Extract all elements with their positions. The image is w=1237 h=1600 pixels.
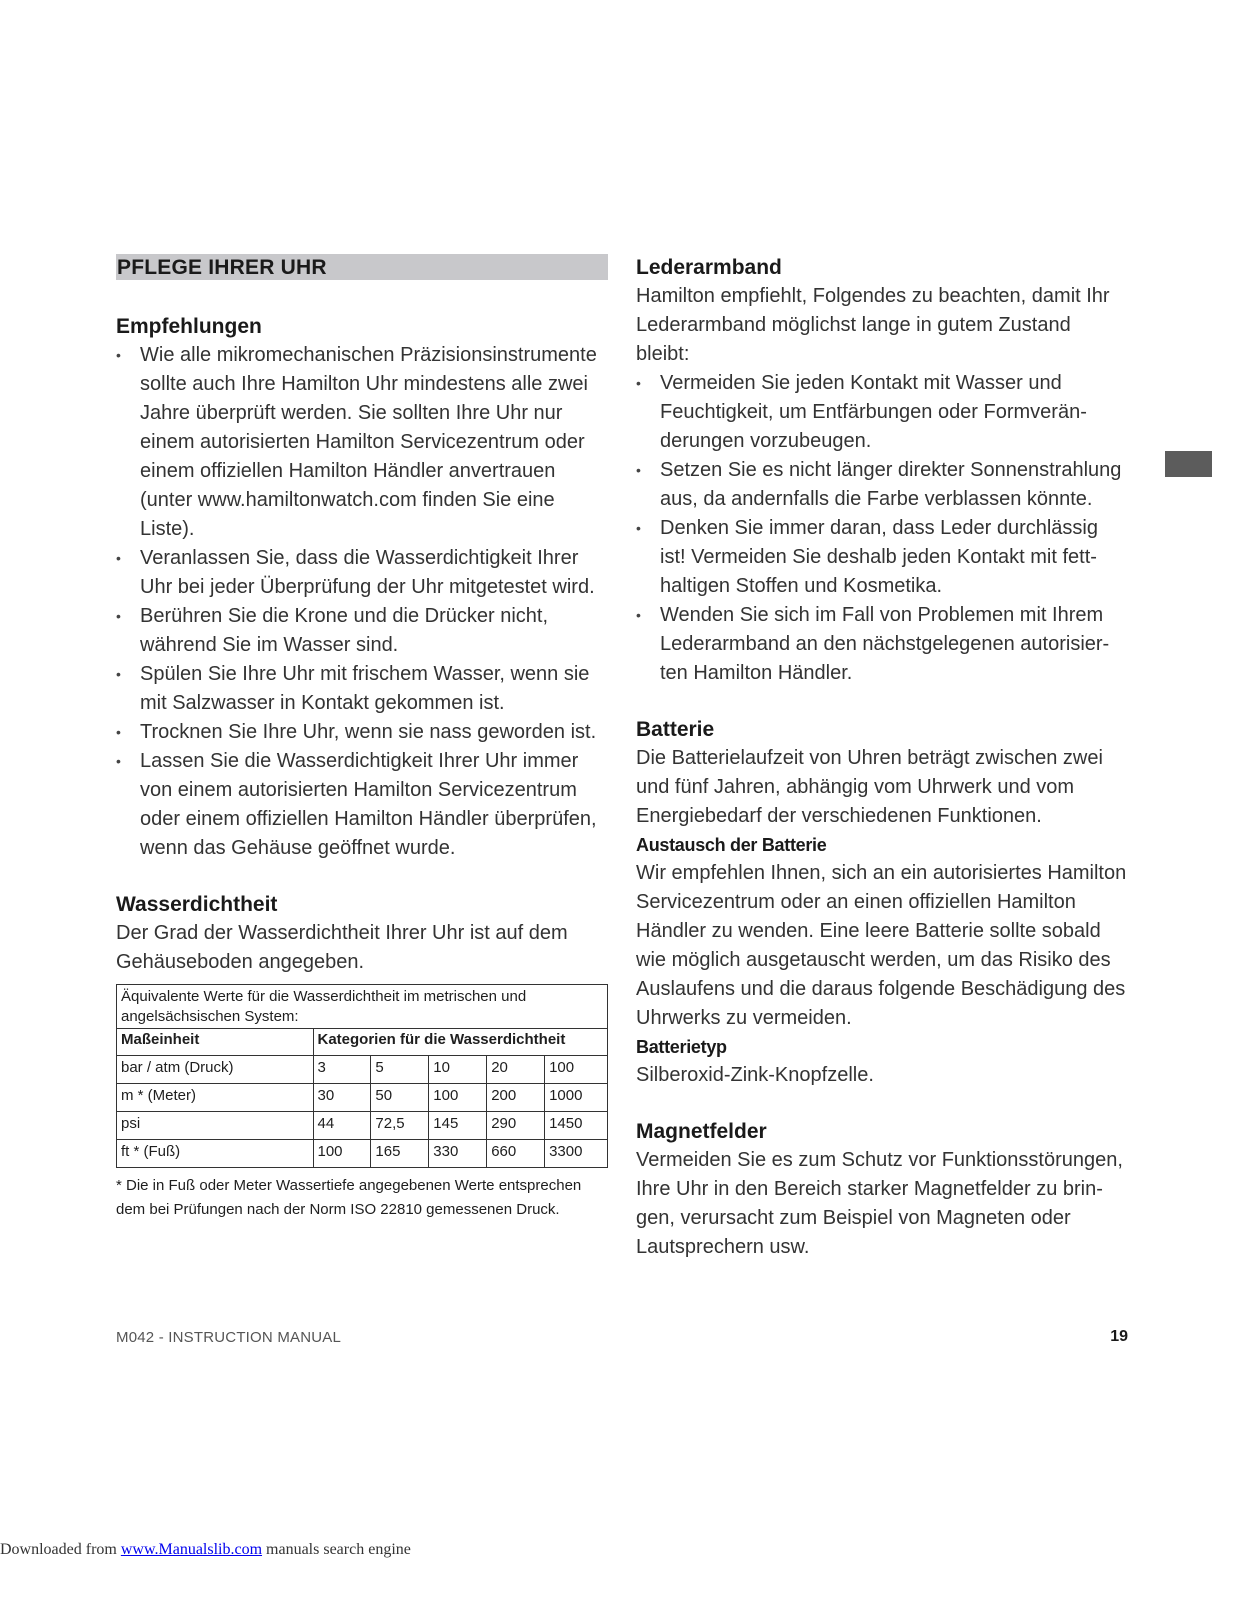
table-cell: 10 <box>429 1056 487 1084</box>
table-cell: 1000 <box>545 1084 608 1112</box>
table-header-categories: Kategorien für die Wasserdichtheit <box>313 1029 608 1056</box>
download-suffix: manuals search engine <box>262 1541 411 1558</box>
battery-heading: Batterie <box>636 718 715 741</box>
chapter-tab-marker <box>1165 451 1212 477</box>
leather-intro: Hamilton empfiehlt, Folgendes zu beachten, damit Ihr Lederarmband möglichst lange in gutem Zustand bleibt: <box>636 285 1110 365</box>
magnet-text: Vermeiden Sie es zum Schutz vor Funktionsstörungen, Ihre Uhr in den Bereich starker Magnetfelder zu bringen, verursacht zum Beispiel von Magneten oder Lautsprechern usw. <box>636 1149 1123 1258</box>
list-item: • Setzen Sie es nicht länger direkter Sonnenstrahlung aus, da andernfalls die Farbe verblassen könnte. <box>636 456 1128 514</box>
table-row <box>117 1140 608 1168</box>
table-cell: 5 <box>371 1056 429 1084</box>
table-row <box>117 1056 608 1084</box>
table-cell-unit: bar / atm (Druck) <box>117 1056 314 1084</box>
table-cell: 100 <box>313 1140 371 1168</box>
table-cell: 72,5 <box>371 1112 429 1140</box>
water-resistance-table <box>116 984 608 1168</box>
list-item: • Vermeiden Sie jeden Kontakt mit Wasser und Feuchtigkeit, um Entfärbungen oder Formveränderungen vorzubeugen. <box>636 369 1128 456</box>
table-cell: 30 <box>313 1084 371 1112</box>
battery-type-text: Silberoxid-Zink-Knopfzelle. <box>636 1064 874 1086</box>
table-cell: 3300 <box>545 1140 608 1168</box>
list-item: • Berühren Sie die Krone und die Drücker nicht, während Sie im Wasser sind. <box>116 602 608 660</box>
page-number: 19 <box>1110 1328 1128 1345</box>
left-column <box>116 254 608 1222</box>
battery-type-heading: Batterietyp <box>636 1037 727 1057</box>
table-row <box>117 1112 608 1140</box>
table-cell: 660 <box>487 1140 545 1168</box>
table-cell: 165 <box>371 1140 429 1168</box>
list-item: • Lassen Sie die Wasserdichtigkeit Ihrer Uhr immer von einem autorisierten Hamilton Servicezentrum oder einem offiziellen Hamilton Händler überprüfen, wenn das Gehäuse geöffnet wurde. <box>116 747 608 863</box>
table-caption: Äquivalente Werte für die Wasserdichtheit im metrischen und angelsächsischen System: <box>117 985 608 1029</box>
table-footnote: * Die in Fuß oder Meter Wassertiefe angegebenen Werte entsprechen dem bei Prüfungen nach der Norm ISO 22810 gemessenen Druck. <box>116 1177 582 1218</box>
table-cell-unit: m * (Meter) <box>117 1084 314 1112</box>
table-cell: 100 <box>545 1056 608 1084</box>
list-item: • Trocknen Sie Ihre Uhr, wenn sie nass geworden ist. <box>116 718 608 747</box>
battery-replace-text: Wir empfehlen Ihnen, sich an ein autorisiertes Hamilton Servicezentrum oder an einen offiziellen Hamilton Händler zu wenden. Eine leere Batterie sollte sobald wie möglich ausgetauscht werden, um das Risiko des Auslaufens und die daraus folgende Beschädigung des Uhrwerks zu vermeiden. <box>636 862 1127 1029</box>
download-notice <box>0 1541 411 1559</box>
water-heading: Wasserdichtheit <box>116 893 278 916</box>
leather-list <box>636 369 1128 688</box>
right-column <box>636 254 1128 1262</box>
table-cell: 290 <box>487 1112 545 1140</box>
footer-manual-title: M042 - INSTRUCTION MANUAL <box>116 1329 342 1346</box>
table-cell-unit: ft * (Fuß) <box>117 1140 314 1168</box>
list-item: • Wie alle mikromechanischen Präzisionsinstrumente sollte auch Ihre Hamilton Uhr mindestens alle zwei Jahre überprüft werden. Sie sollten Ihre Uhr nur einem autorisierten Hamilton Servicezentrum oder einem offiziellen Hamilton Händler anvertrauen (unter www.hamiltonwatch.com finden Sie eine Liste). <box>116 341 608 544</box>
battery-replace-heading: Austausch der Batterie <box>636 835 827 855</box>
recommendations-heading: Empfehlungen <box>116 315 262 338</box>
table-cell: 50 <box>371 1084 429 1112</box>
table-header-unit: Maßeinheit <box>117 1029 314 1056</box>
list-item: • Spülen Sie Ihre Uhr mit frischem Wasser, wenn sie mit Salzwasser in Kontakt gekommen ist. <box>116 660 608 718</box>
table-cell: 200 <box>487 1084 545 1112</box>
table-row <box>117 1084 608 1112</box>
magnet-heading: Magnetfelder <box>636 1120 767 1143</box>
table-cell: 1450 <box>545 1112 608 1140</box>
list-item: • Wenden Sie sich im Fall von Problemen mit Ihrem Lederarmband an den nächstgelegenen autorisierten Hamilton Händler. <box>636 601 1128 688</box>
recommendations-list <box>116 341 608 863</box>
section-banner: PFLEGE IHRER UHR <box>116 254 608 280</box>
list-item: • Veranlassen Sie, dass die Wasserdichtigkeit Ihrer Uhr bei jeder Überprüfung der Uhr mitgetestet wird. <box>116 544 608 602</box>
manualslib-link[interactable]: www.Manualslib.com <box>120 1541 263 1558</box>
battery-text: Die Batterielaufzeit von Uhren beträgt zwischen zwei und fünf Jahren, abhängig vom Uhrwerk und vom Energiebedarf der verschiedenen Funktionen. <box>636 747 1103 827</box>
table-cell-unit: psi <box>117 1112 314 1140</box>
table-cell: 145 <box>429 1112 487 1140</box>
download-prefix: Downloaded from <box>0 1541 121 1558</box>
water-text: Der Grad der Wasserdichtheit Ihrer Uhr ist auf dem Gehäuseboden angegeben. <box>116 922 568 973</box>
table-cell: 330 <box>429 1140 487 1168</box>
table-cell: 44 <box>313 1112 371 1140</box>
leather-heading: Lederarmband <box>636 256 782 279</box>
table-cell: 20 <box>487 1056 545 1084</box>
table-cell: 100 <box>429 1084 487 1112</box>
table-cell: 3 <box>313 1056 371 1084</box>
list-item: • Denken Sie immer daran, dass Leder durchlässig ist! Vermeiden Sie deshalb jeden Kontakt mit fetthaltigen Stoffen und Kosmetika. <box>636 514 1128 601</box>
